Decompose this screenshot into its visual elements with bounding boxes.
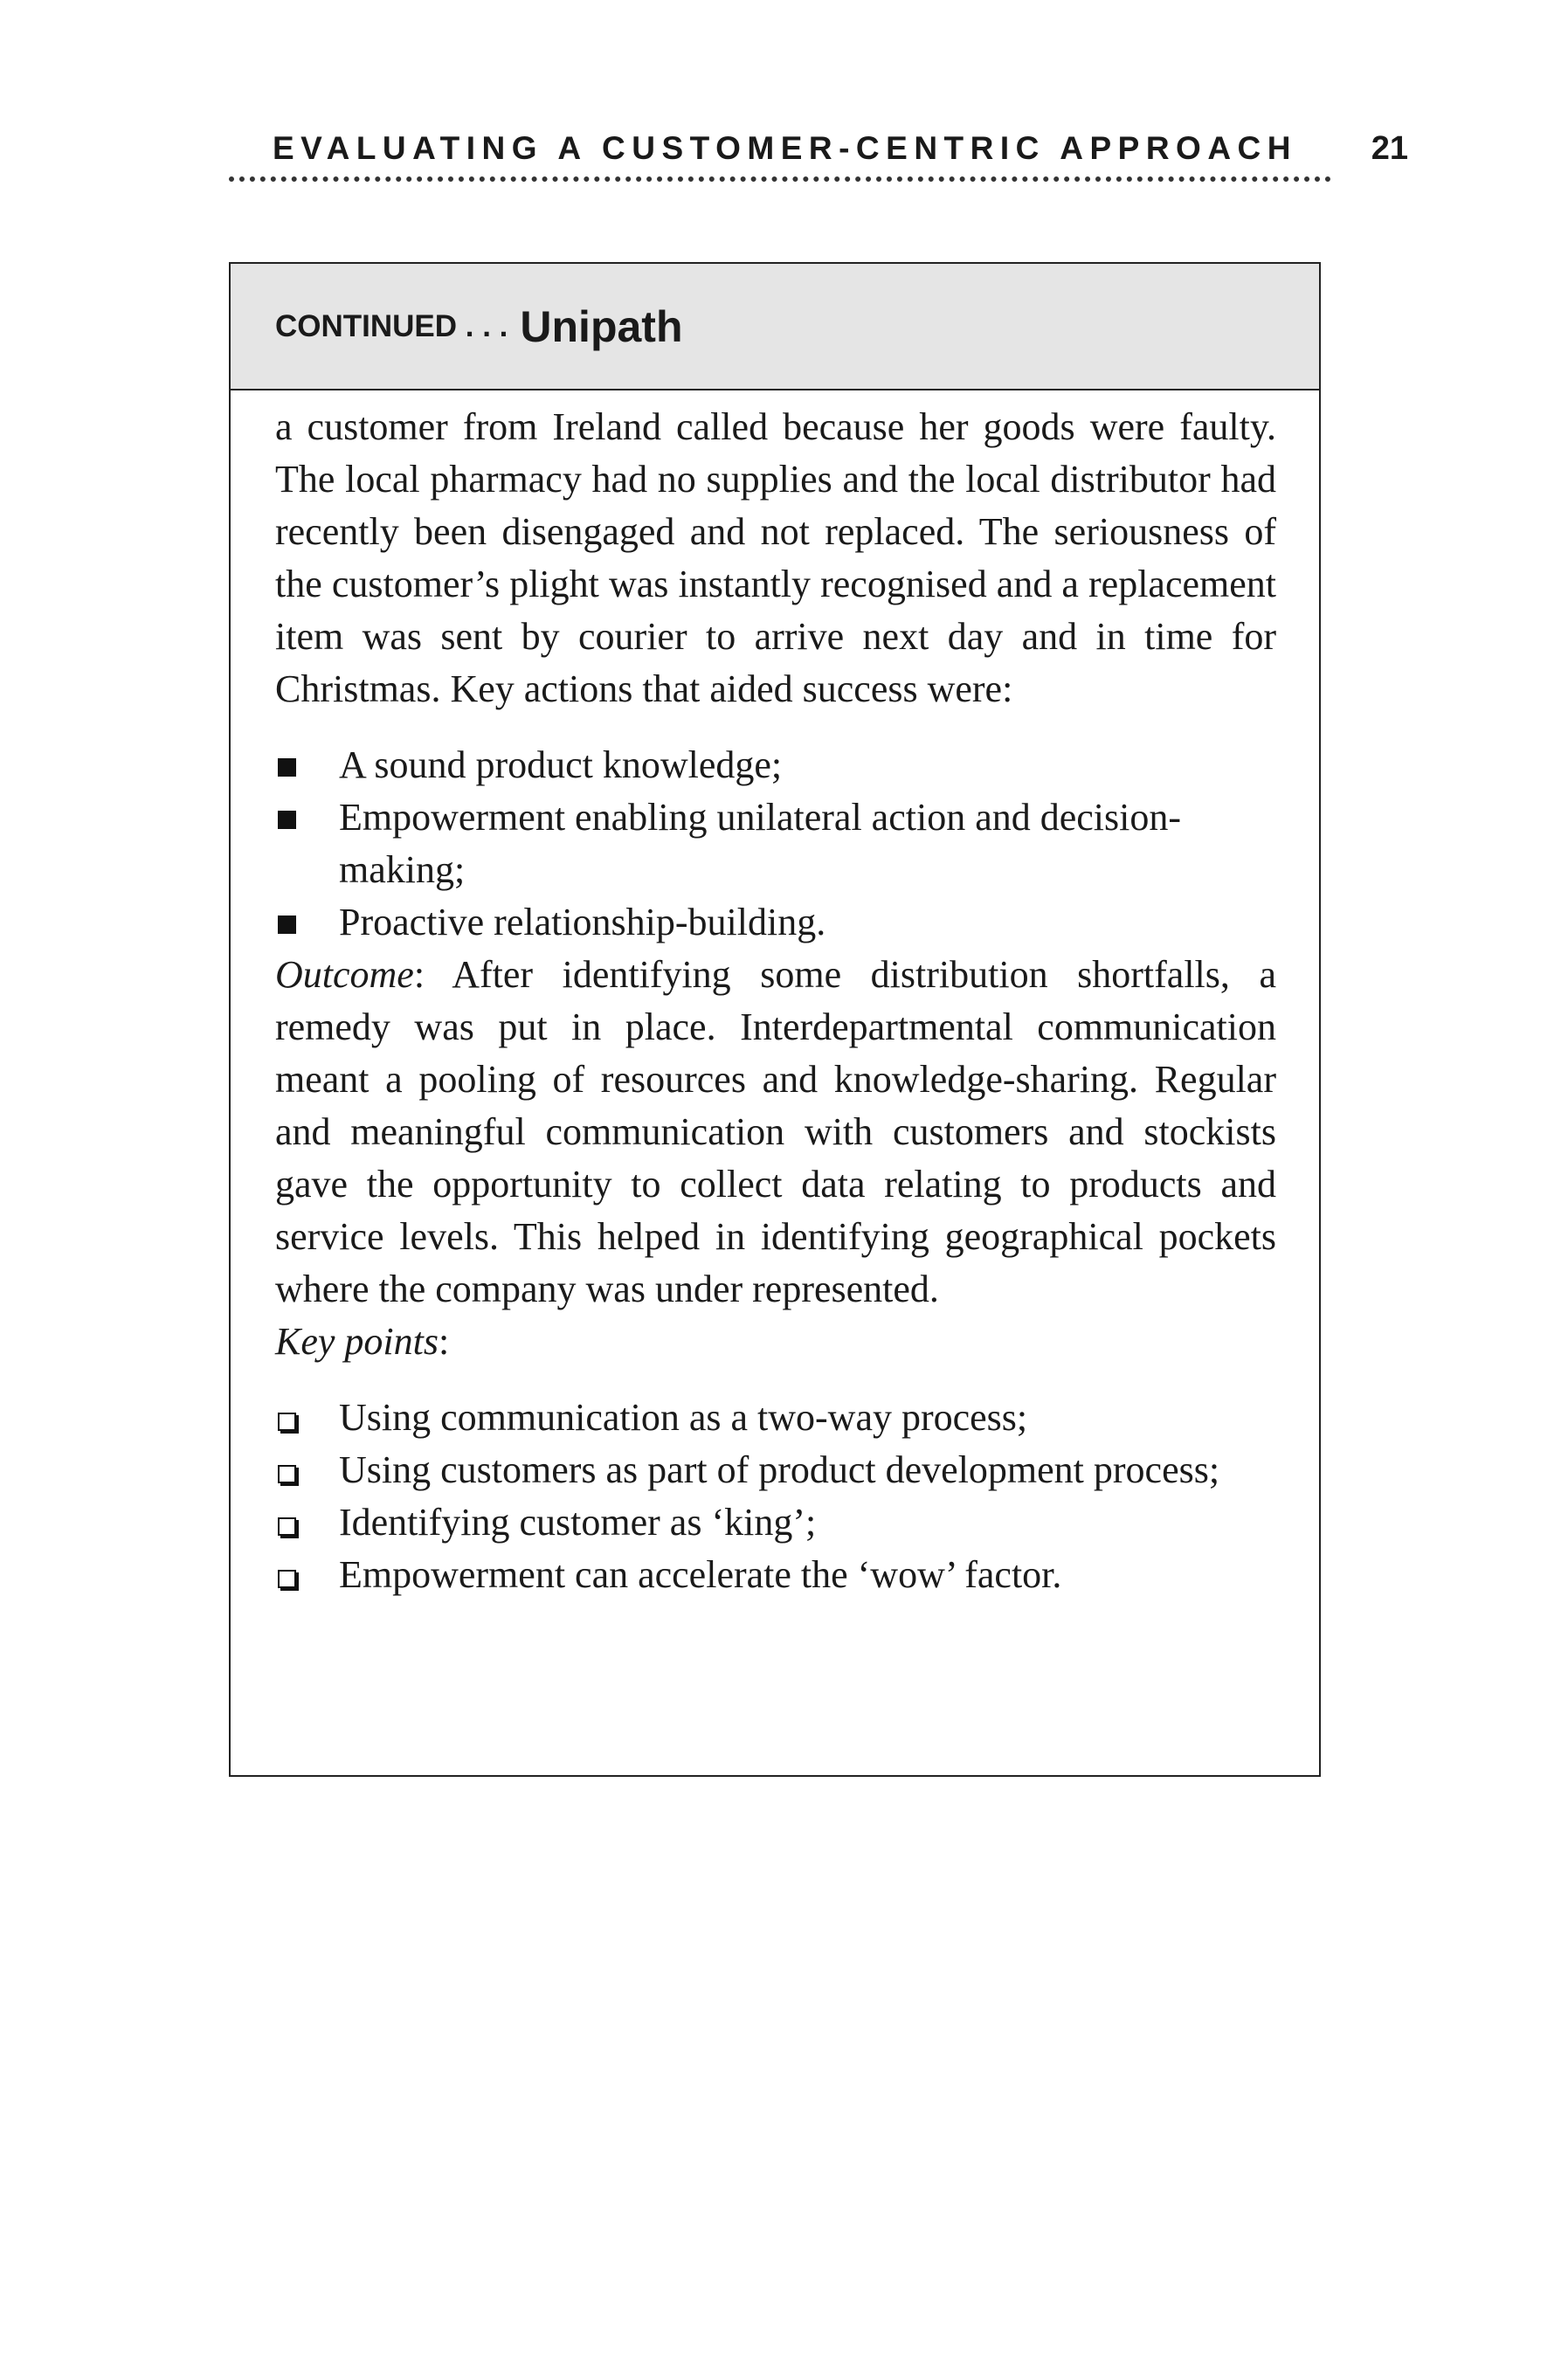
case-study-body	[231, 390, 1319, 1601]
list-item-text: Using customers as part of product development process;	[339, 1448, 1220, 1491]
key-points-label: Key points	[275, 1320, 439, 1363]
checkbox-icon	[278, 1413, 296, 1431]
checkbox-icon	[278, 1570, 296, 1588]
square-bullet-icon	[278, 758, 296, 777]
intro-paragraph: a customer from Ireland called because her goods were faulty. The local pharmacy had no supplies and the local distributor had recently been disengaged and not replaced. The seriousness of the customer’s plight was instantly recognised and a replacement item was sent by courier to arrive next day and in time for Christmas. Key actions that aided success were:	[275, 405, 1276, 710]
continued-label: CONTINUED . . .	[275, 308, 508, 343]
list-item	[275, 1444, 1276, 1496]
case-study-title: Unipath	[520, 301, 683, 351]
running-head-title: EVALUATING A CUSTOMER-CENTRIC APPROACH	[273, 130, 1297, 166]
list-item-text: Empowerment enabling unilateral action and decision-making;	[339, 796, 1182, 891]
page-number: 21	[1371, 130, 1408, 167]
dotted-rule-divider	[229, 176, 1331, 182]
key-points-list	[275, 1392, 1276, 1601]
key-points-heading	[275, 1316, 1276, 1368]
list-item	[275, 1496, 1276, 1549]
list-item	[275, 896, 1276, 949]
key-points-colon: :	[438, 1320, 450, 1363]
list-item	[275, 739, 1276, 791]
case-study-box	[229, 262, 1321, 1777]
square-bullet-icon	[278, 811, 296, 829]
success-actions-list	[275, 739, 1276, 949]
list-item	[275, 1549, 1276, 1601]
square-bullet-icon	[278, 915, 296, 934]
list-item	[275, 791, 1276, 896]
outcome-text: : After identifying some distribution shortfalls, a remedy was put in place. Interdepartmental communication meant a pooling of resources and knowledge-sharing. Regular and meaningful communication with customers and stockists gave the opportunity to collect data relating to products and service levels. This helped in identifying geographical pockets where the company was under represented.	[275, 953, 1276, 1310]
case-study-header	[231, 264, 1319, 390]
checkbox-icon	[278, 1465, 296, 1483]
list-item	[275, 1392, 1276, 1444]
checkbox-icon	[278, 1517, 296, 1536]
list-item-text: Proactive relationship-building.	[339, 901, 826, 943]
list-item-text: Empowerment can accelerate the ‘wow’ factor.	[339, 1553, 1062, 1596]
outcome-label: Outcome	[275, 953, 414, 996]
outcome-paragraph	[275, 949, 1276, 1316]
running-head	[229, 128, 1408, 215]
list-item-text: Using communication as a two-way process;	[339, 1396, 1028, 1439]
list-item-text: A sound product knowledge;	[339, 743, 783, 786]
list-item-text: Identifying customer as ‘king’;	[339, 1501, 817, 1544]
